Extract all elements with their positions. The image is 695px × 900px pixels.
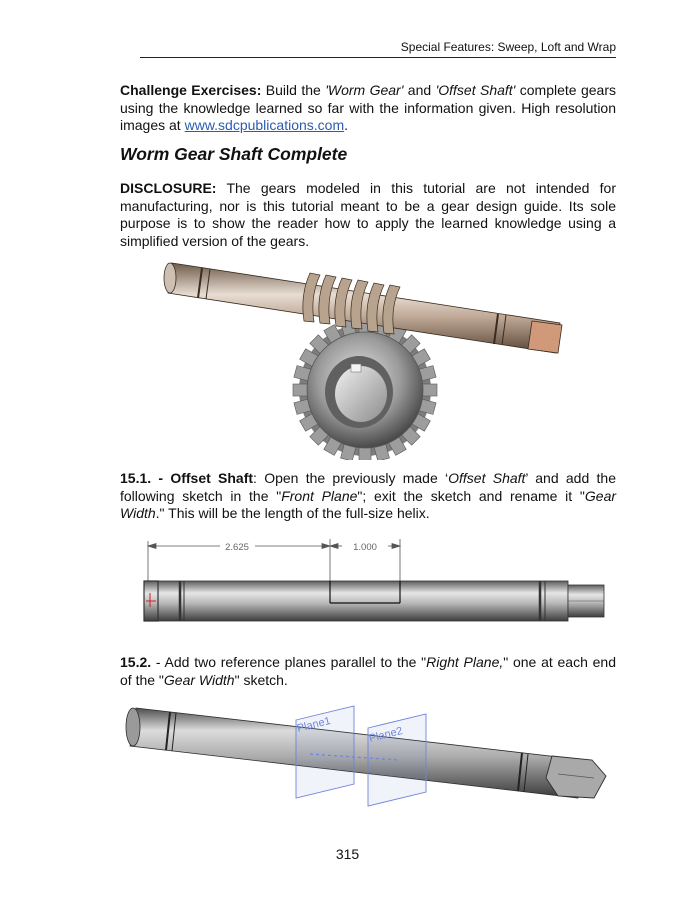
shaft-sketch-illustration [140,533,610,633]
challenge-label: Challenge Exercises: [120,82,262,98]
sdc-publications-link[interactable]: www.sdcpublications.com [184,117,345,133]
worm-gear-ref: 'Worm Gear' [325,82,404,98]
challenge-text-4: . [344,117,348,133]
step-15-1-text-3: "; exit the sketch and rename it " [357,487,585,504]
offset-shaft-ref-2: Offset Shaft [448,470,526,486]
reference-planes-figure [122,698,612,808]
section-heading: Worm Gear Shaft Complete [120,144,348,164]
gear-width-ref-2: Gear Width [163,671,235,688]
gear-width-ref: Gear Width [120,487,617,521]
right-plane-ref: Right Plane, [426,654,504,670]
shaft-side-view [144,581,604,621]
step-15-1-paragraph [120,470,616,523]
step-15-1-text-4: ." This will be the length of the full-size helix. [155,505,430,521]
front-plane-ref: Front Plane [281,487,358,504]
dimension-1000: 1.000 [353,542,377,553]
step-15-2-label: 15.2. [120,654,152,670]
disclosure-paragraph [120,180,616,250]
plane1-label: Plane1 [295,714,332,735]
shaft-sketch-figure [140,533,610,633]
worm-gear-figure [160,255,580,460]
disclosure-text: The gears modeled in this tutorial are not intended for manufacturing, nor is this tutorial meant to be a gear design guide. Its sole purpose is to show the reader how to apply the learned knowledge using a simplified version of the gears. [120,180,616,249]
challenge-text-1: Build the [261,82,326,98]
challenge-text-2: and [403,82,436,98]
step-15-2-text-3: " sketch. [234,671,288,688]
dimension-2625: 2.625 [225,542,249,553]
worm-gear-illustration [160,255,580,460]
step-15-2-text-2: " one at each end of the " [120,654,616,688]
running-header: Special Features: Sweep, Loft and Wrap [400,40,616,54]
challenge-paragraph [120,82,616,135]
disclosure-label: DISCLOSURE: [120,180,217,196]
reference-planes-illustration [122,698,612,808]
step-15-1-text-1: : Open the previously made ‘ [253,470,449,486]
page-number: 315 [335,846,360,862]
header-rule [140,57,616,58]
challenge-text-3: complete gears using the knowledge learned so far with the information given. High resolution images at [120,82,616,133]
spur-gear [293,318,437,460]
offset-shaft-ref: 'Offset Shaft' [435,82,516,98]
plane2-label: Plane2 [367,724,404,745]
step-15-2-paragraph [120,654,616,689]
step-15-2-text-1: - Add two reference planes parallel to the " [151,654,427,670]
step-15-1-label: 15.1. - Offset Shaft [120,470,254,486]
step-15-1-text-2: ’ and add the following sketch in the " [120,470,616,504]
shaft-isometric [126,708,606,798]
